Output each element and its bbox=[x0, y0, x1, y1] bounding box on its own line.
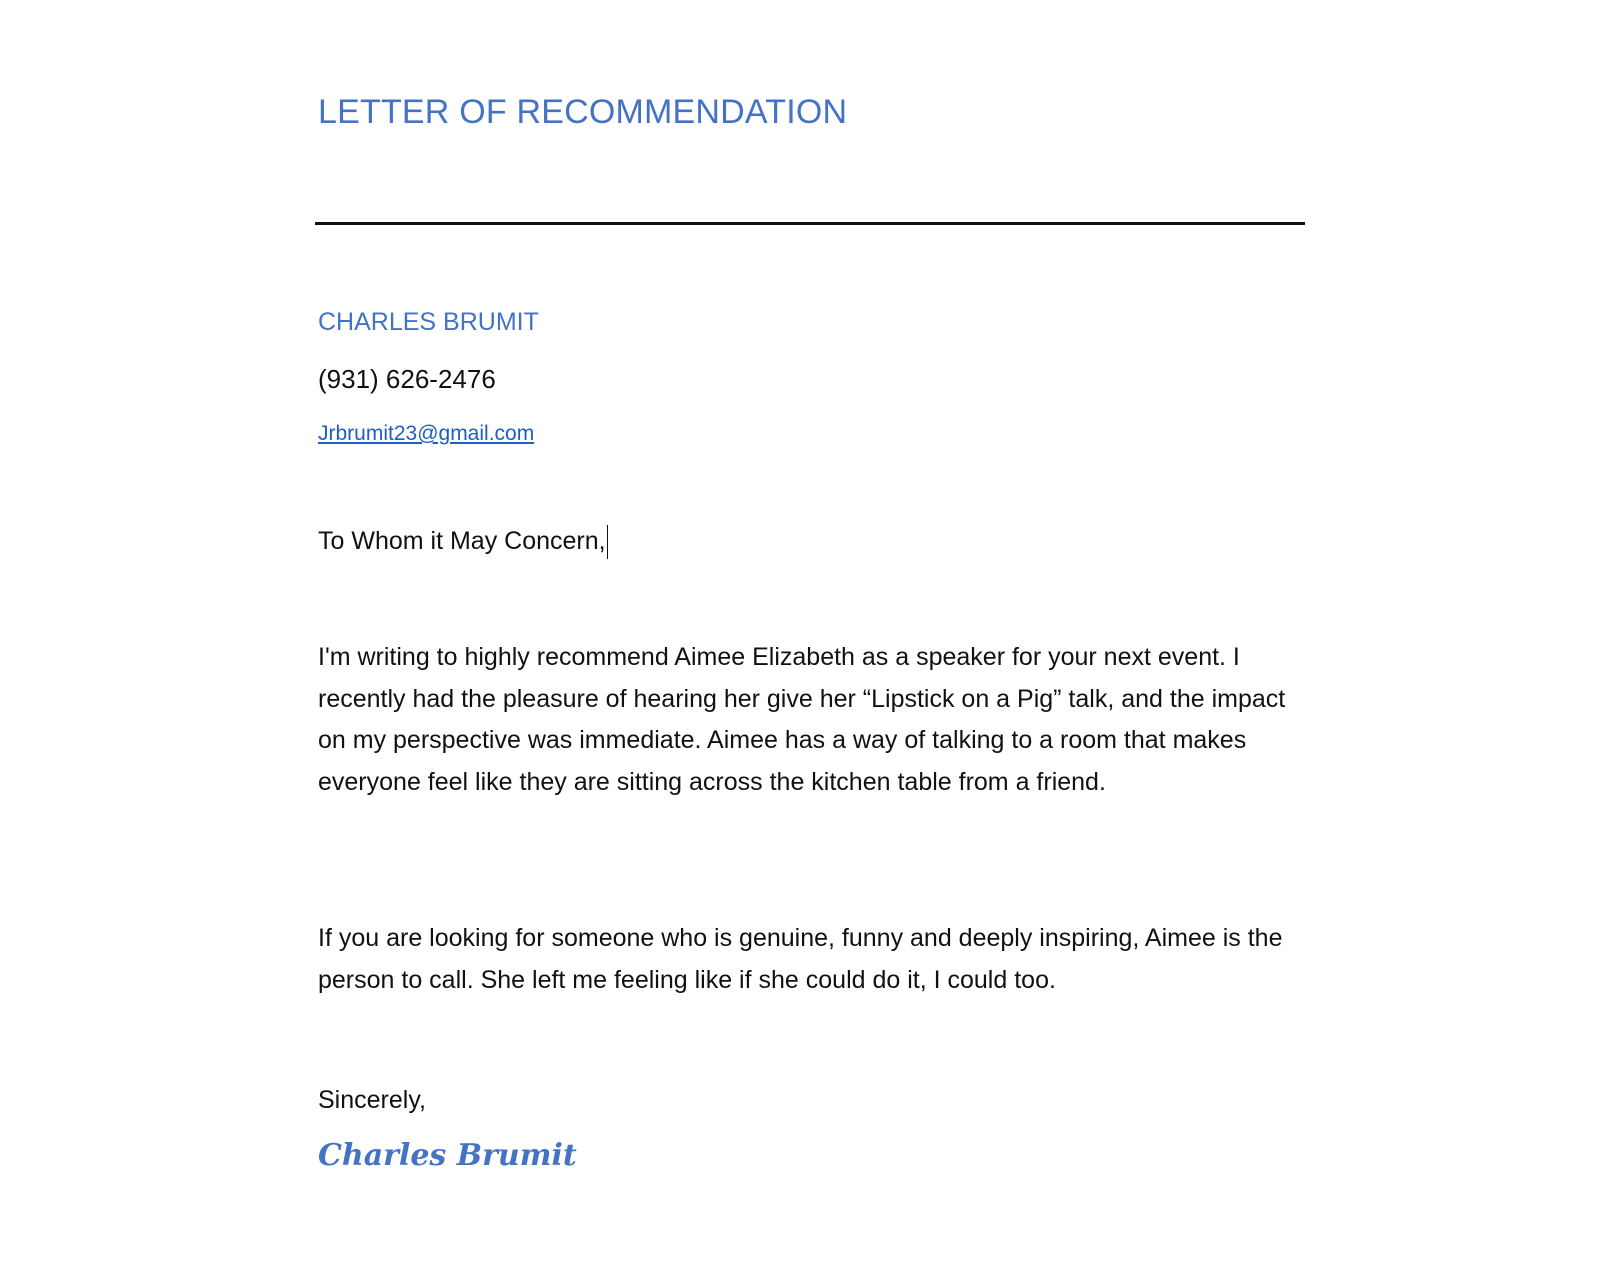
signature: Charles Brumit bbox=[318, 1138, 577, 1173]
sender-phone: (931) 626-2476 bbox=[318, 364, 496, 394]
text-cursor bbox=[607, 525, 608, 559]
sender-name: CHARLES BRUMIT bbox=[318, 308, 539, 336]
closing-line: Sincerely, bbox=[318, 1086, 426, 1114]
salutation-line[interactable] bbox=[318, 524, 608, 559]
document-title: LETTER OF RECOMMENDATION bbox=[318, 93, 848, 131]
body-paragraph-2: If you are looking for someone who is genuine, funny and deeply inspiring, Aimee is the person to call. She left me feeling like if she could do it, I could too. bbox=[318, 924, 1283, 994]
sender-email-link[interactable]: Jrbrumit23@gmail.com bbox=[318, 422, 535, 445]
title-divider bbox=[315, 222, 1305, 225]
body-paragraph-1: I'm writing to highly recommend Aimee Elizabeth as a speaker for your next event. I recently had the pleasure of hearing her give her “Lipstick on a Pig” talk, and the impact on my perspective was immediate. Aimee has a way of talking to a room that makes everyone feel like they are sitting across the kitchen table from a friend. bbox=[318, 643, 1286, 796]
salutation-text: To Whom it May Concern, bbox=[318, 527, 606, 555]
